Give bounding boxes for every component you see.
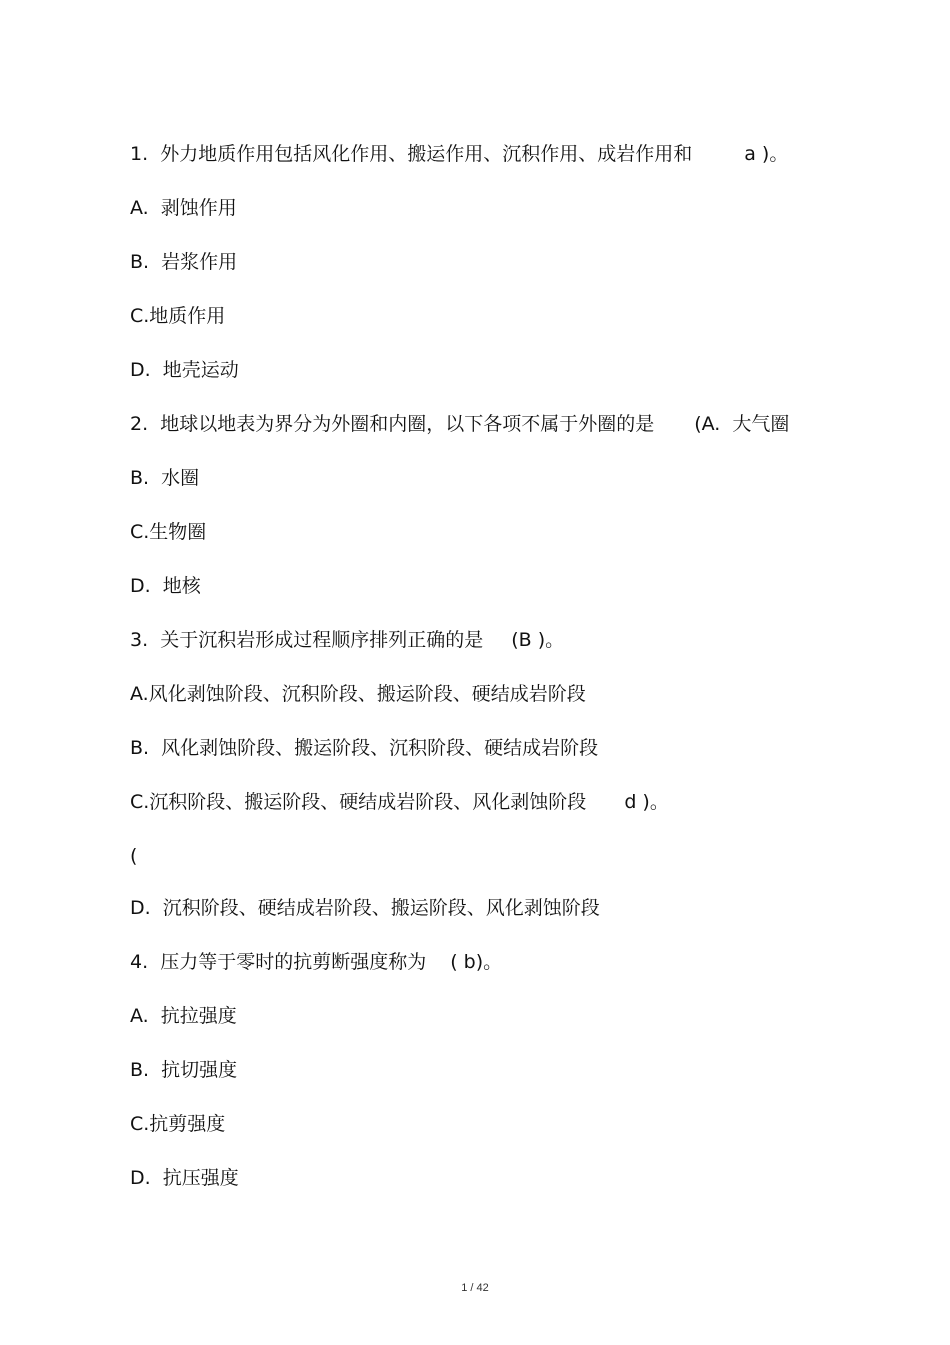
question-3-answer: (B )。 <box>511 629 565 651</box>
option-3a: A.风化剥蚀阶段、沉积阶段、搬运阶段、硬结成岩阶段 <box>130 683 586 705</box>
question-1-answer: a )。 <box>744 143 789 165</box>
stray-parenthesis: ( <box>130 845 138 867</box>
option-1a: A. 剥蚀作用 <box>130 197 237 219</box>
option-1d: D. 地壳运动 <box>130 359 239 381</box>
option-3c <box>130 790 669 814</box>
option-1b: B. 岩浆作用 <box>130 251 238 273</box>
question-4 <box>130 950 502 974</box>
option-4d: D. 抗压强度 <box>130 1167 239 1189</box>
question-2 <box>130 412 789 436</box>
question-4-text: 4. 压力等于零时的抗剪断强度称为 <box>130 951 427 973</box>
option-3c-answer: d )。 <box>624 791 669 813</box>
question-2-text: 2. 地球以地表为界分为外圈和内圈，以下各项不属于外圈的是 <box>130 413 655 435</box>
option-4c: C.抗剪强度 <box>130 1113 226 1135</box>
question-1-text: 1. 外力地质作用包括风化作用、搬运作用、沉积作用、成岩作用和 <box>130 143 693 165</box>
option-2b: B. 水圈 <box>130 467 200 489</box>
option-4b: B. 抗切强度 <box>130 1059 238 1081</box>
option-3b: B. 风化剥蚀阶段、搬运阶段、沉积阶段、硬结成岩阶段 <box>130 737 599 759</box>
option-1c: C.地质作用 <box>130 305 226 327</box>
question-2-answer: (A. 大气圈 <box>694 413 790 435</box>
question-1 <box>130 142 788 166</box>
question-3-text: 3. 关于沉积岩形成过程顺序排列正确的是 <box>130 629 484 651</box>
question-3 <box>130 628 564 652</box>
page-number: 1 / 42 <box>461 1282 489 1294</box>
question-4-answer: ( b)。 <box>450 951 503 973</box>
option-2d: D. 地核 <box>130 575 201 597</box>
option-2c: C.生物圈 <box>130 521 207 543</box>
option-3c-text: C.沉积阶段、搬运阶段、硬结成岩阶段、风化剥蚀阶段 <box>130 791 587 813</box>
option-4a: A. 抗拉强度 <box>130 1005 237 1027</box>
option-3d: D. 沉积阶段、硬结成岩阶段、搬运阶段、风化剥蚀阶段 <box>130 897 600 919</box>
